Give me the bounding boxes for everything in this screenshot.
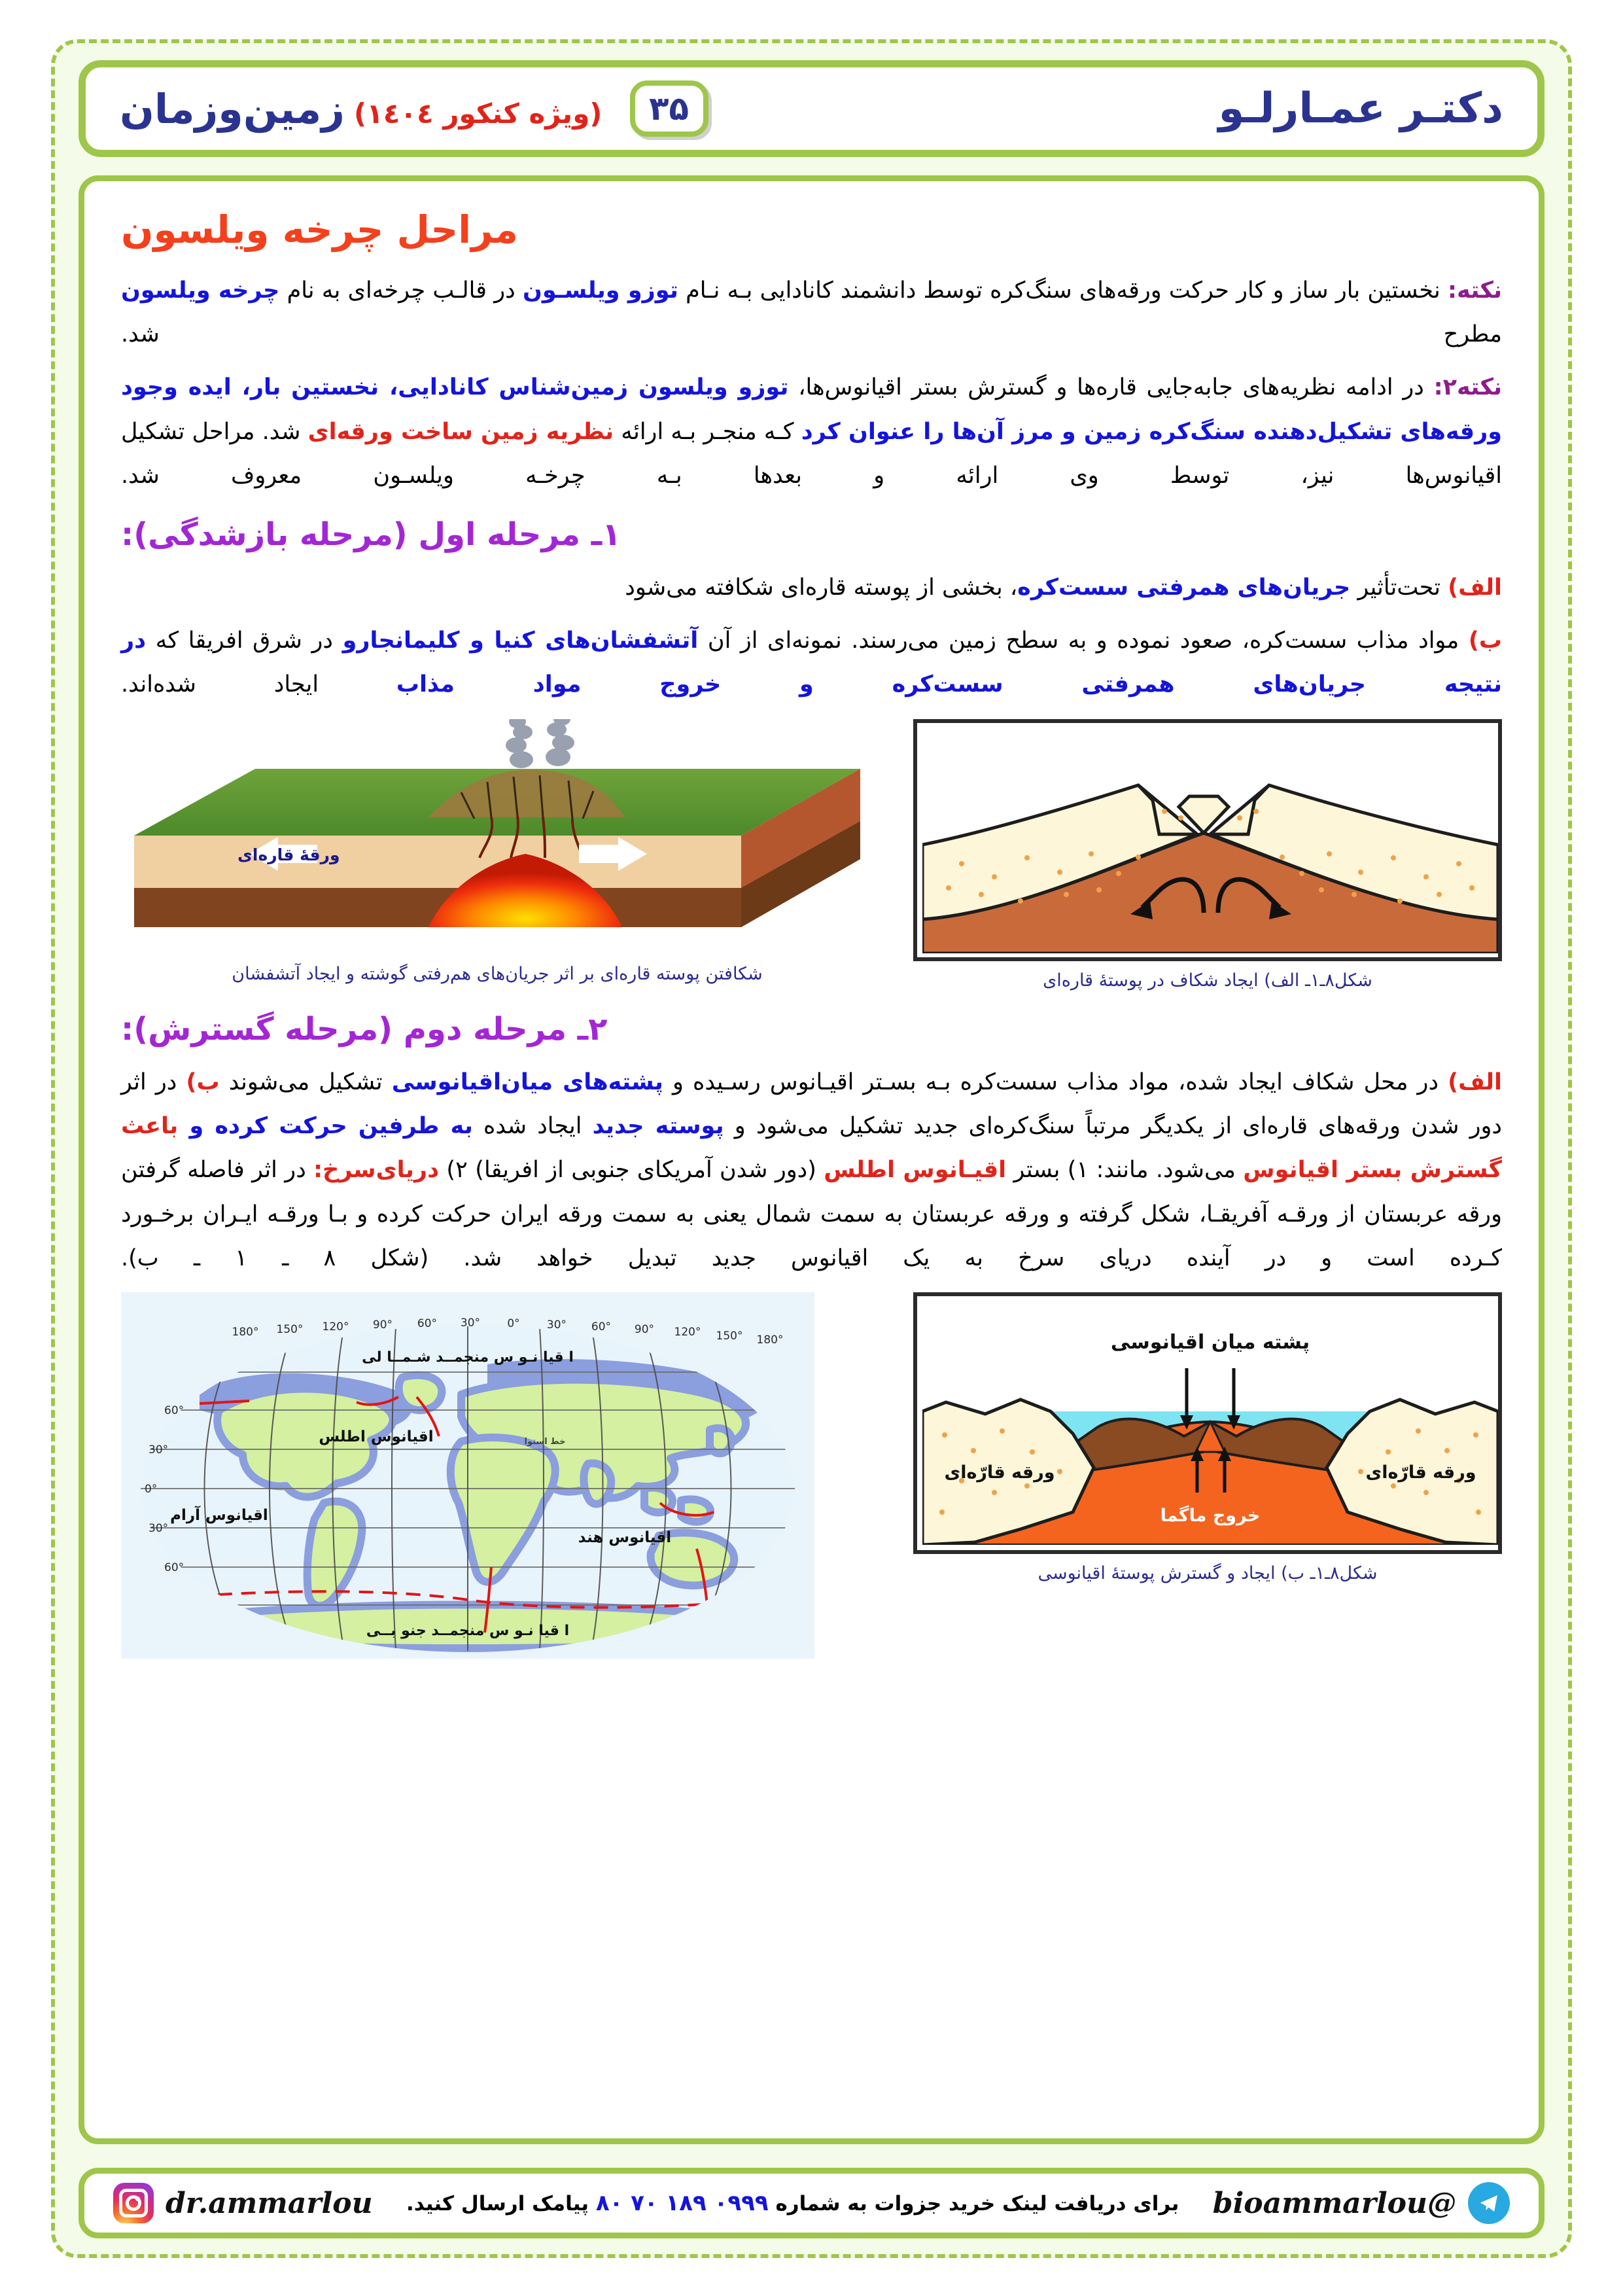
- world-map-svg: [121, 1292, 814, 1659]
- brand-name: دکتـر عمـارلـو: [1218, 84, 1503, 133]
- figure-ridge-label-ridge: پشته میان اقیانوسی: [1110, 1330, 1310, 1354]
- note-2-label: نکته۲:: [1433, 374, 1502, 401]
- footer-message: [406, 2190, 1179, 2216]
- telegram-icon: [1468, 2182, 1510, 2224]
- header-right-group: [120, 80, 708, 137]
- footer-message-before: برای دریافت لینک خرید جزوات به شماره: [775, 2192, 1179, 2216]
- instagram-icon: [113, 2183, 154, 2223]
- subject-title: زمین‌وزمان: [120, 84, 345, 133]
- figure-ridge-label-plate-left: ورقه قارّه‌ای: [944, 1462, 1055, 1483]
- note-2-highlight-a: توزو ویلسون زمین‌شناس کانادایی، نخستین بار، ایده وجود ورقه‌های تشکیل‌دهنده سنگ‌کره زمین و مرز آن‌ها را عنوان کرد: [121, 374, 1502, 445]
- s2-b-highlight-d: اقیـانوس اطلس: [824, 1157, 1007, 1184]
- section-2-paragraph: [121, 1061, 1502, 1280]
- rift-cross-section-image: [913, 719, 1502, 961]
- map-lon-tick: 60°: [591, 1320, 612, 1333]
- map-lat-tick: 0°: [145, 1482, 158, 1496]
- block-diagram-svg: [121, 719, 873, 955]
- note-2-paragraph: [121, 366, 1502, 498]
- map-lon-tick: 180°: [756, 1333, 784, 1347]
- map-lon-tick: 90°: [634, 1322, 655, 1336]
- rift-block-diagram-image: [121, 719, 873, 955]
- map-lon-tick: 30°: [546, 1318, 567, 1332]
- telegram-link[interactable]: [1213, 2182, 1510, 2224]
- section-1-item-a: [121, 566, 1502, 610]
- page-title: مراحل چرخه ویلسون: [121, 207, 519, 252]
- footer-phone: ۰۹۹۹ ۱۸۹ ۷۰ ۸۰: [595, 2190, 769, 2216]
- figure-row-2: [121, 1292, 1502, 1659]
- s1-a-text-b: ، بخشی از پوسته قاره‌ای شکافته می‌شود: [625, 574, 1018, 601]
- instagram-handle: dr.ammarlou: [166, 2186, 373, 2220]
- note-1-label: نکته:: [1447, 277, 1502, 304]
- s2-b-label: ب): [186, 1069, 220, 1095]
- s1-a-label: الف): [1448, 574, 1502, 601]
- figure-ridge-label-magma: خروج ماگما: [1160, 1505, 1261, 1526]
- map-label-indian: اقیانوس هند: [578, 1528, 672, 1546]
- s2-b-highlight-e: دریای‌سرخ:: [313, 1157, 440, 1184]
- telegram-handle: @bioammarlou: [1212, 2186, 1456, 2220]
- map-lat-tick: 30°: [148, 1443, 169, 1457]
- note-1-highlight-a: توزو ویلسـون: [522, 277, 678, 304]
- figure-ridge-caption: شکل۸ـ۱ـ ب) ایجاد و گسترش پوستهٔ اقیانوسی: [1038, 1563, 1378, 1583]
- page-number-badge: ۳۵: [630, 80, 708, 137]
- footer-message-after: پیامک ارسال کنید.: [406, 2192, 589, 2216]
- world-map-image: [121, 1292, 814, 1659]
- map-label-pacific: اقیانوس آرام: [170, 1506, 268, 1524]
- s2-b-text-e: در اثر فاصله گرفتن ورقه عربستان از ورقـه آفریقـا، شکل گرفته و ورقه عربستان به سمت شمال یعنی به سمت ورقه ایران حرکت کرده و بـا ورقـه ایـران برخـورد کـرده است و در آینده دریای سرخ به یک اقیانوس جدید تبدیل خواهد شد. (شکل ۸ ـ ۱ ـ ب).: [121, 1157, 1502, 1271]
- section-2-heading: ۲ـ مرحله دوم (مرحله گسترش):: [121, 1010, 608, 1048]
- map-label-antarctic: ا قیا نـو س منجمــد جنو بــی: [366, 1622, 570, 1639]
- s2-b-highlight-b: به طرفین حرکت کرده و: [189, 1113, 473, 1140]
- ridge-cross-section-image: [913, 1292, 1502, 1554]
- note-1-text-c: مطرح شد.: [121, 321, 1502, 348]
- page-footer: [79, 2168, 1544, 2238]
- map-lon-tick: 30°: [460, 1316, 481, 1330]
- map-label-atlantic: اقیانوس اطلس: [319, 1428, 434, 1445]
- note-2-highlight-b: نظریه زمین ساخت ورقه‌ای: [307, 418, 614, 445]
- map-lon-tick: 180°: [232, 1325, 259, 1339]
- s2-a-label: الف): [1448, 1069, 1502, 1095]
- s1-b-highlight-a: آتشفشان‌های کنیا و کلیمانجارو: [342, 627, 699, 654]
- note-1-text-b: در قالـب چرخه‌ای به نام: [279, 277, 523, 304]
- s2-b-text-c: می‌شود. مانند: ۱) بستر: [1006, 1157, 1244, 1184]
- s2-b-text-a: در اثر دور شدن ورقه‌های قاره‌ای از یکدیگر مرتباً سنگ‌کره‌ای جدید تشکیل می‌شود و: [121, 1069, 1502, 1140]
- figure-ridge-label-plate-right: ورقه قارّه‌ای: [1365, 1462, 1476, 1483]
- section-1-heading: ۱ـ مرحله اول (مرحله بازشدگی):: [121, 516, 621, 553]
- figure-rift-cross-section: [913, 719, 1502, 993]
- map-lat-tick: 60°: [164, 1561, 184, 1574]
- map-lon-tick: 150°: [716, 1329, 743, 1343]
- s1-b-text-b: در شرق افریقا که: [146, 627, 343, 654]
- s2-b-text-b: ایجاد شده: [472, 1113, 593, 1140]
- map-lon-tick: 0°: [507, 1316, 520, 1330]
- s1-a-text-a: تحت‌تأثیر: [1350, 574, 1448, 601]
- page-header: [79, 60, 1544, 157]
- figure-rift-caption: شکل۸ـ۱ـ الف) ایجاد شکاف در پوستهٔ قاره‌ای: [1043, 970, 1372, 991]
- s2-a-text-b: تشکیل می‌شوند: [219, 1069, 392, 1095]
- note-1-highlight-b: چرخه ویلسون: [121, 277, 280, 304]
- map-lon-tick: 90°: [372, 1318, 393, 1332]
- map-lon-tick: 120°: [322, 1320, 349, 1333]
- figure-block-plate-label: ورقهٔ قاره‌ای: [237, 845, 340, 864]
- map-label-equator: خط استوا: [524, 1436, 566, 1447]
- subject-subtitle: (ویژه کنکور ۱٤۰٤): [354, 97, 602, 130]
- note-2-text-c: شد. مراحل تشکیل اقیانوس‌ها نیز، توسط وی ارائه و بعدها بـه چرخـه ویلسـون معروف شد.: [121, 418, 1502, 489]
- s2-a-text-a: در محل شکاف ایجاد شده، مواد مذاب سست‌کره بـه بسـتر اقیـانوس رسـیده و: [663, 1069, 1448, 1095]
- map-lat-tick: 30°: [148, 1521, 169, 1535]
- figure-row-1: [121, 719, 1502, 993]
- s1-b-text-c: ایجاد شده‌اند.: [121, 671, 396, 698]
- content-card: [79, 175, 1544, 2144]
- ridge-svg: [922, 1296, 1498, 1545]
- map-label-arctic: ا قیا نـو س منجمــد شـمــا لی: [362, 1349, 574, 1366]
- s2-b-highlight-c: باعث گسترش بستر اقیانوس: [121, 1113, 1502, 1184]
- figure-block-caption: شکافتن پوسته قاره‌ای بر اثر جریان‌های هم‌رفتی گوشته و ایجاد آتشفشان: [232, 963, 763, 984]
- section-1-item-b: [121, 619, 1502, 707]
- map-lon-tick: 120°: [674, 1325, 701, 1339]
- figure-ridge-cross-section: [913, 1292, 1502, 1585]
- subject-title-group: [120, 85, 602, 133]
- s1-a-highlight: جریان‌های همرفتی سست‌کره: [1017, 574, 1351, 601]
- s1-b-label: ب): [1468, 627, 1502, 654]
- figure-rift-block-diagram: [121, 719, 873, 986]
- map-lon-tick: 150°: [276, 1322, 304, 1336]
- s2-b-highlight-a: پوسته جدید: [592, 1113, 724, 1140]
- s1-b-text-a: مواد مذاب سست‌کره، صعود نموده و به سطح زمین می‌رسند. نمونه‌ای از آن: [698, 627, 1469, 654]
- s2-b-text-d: (دور شدن آمریکای جنوبی از افریقا) ۲): [439, 1157, 824, 1184]
- note-1-text-a: نخستین بار ساز و کار حرکت ورقه‌های سنگ‌کره توسط دانشمند کانادایی بـه نـام: [678, 277, 1448, 304]
- note-2-text-a: در ادامه نظریه‌های جابه‌جایی قاره‌ها و گسترش بستر اقیانوس‌ها،: [788, 374, 1434, 401]
- note-2-text-b: کـه منجـر بـه ارائه: [614, 418, 801, 445]
- s2-a-highlight-a: پشته‌های میان‌اقیانوسی: [391, 1069, 663, 1095]
- figure-world-map: [121, 1292, 814, 1659]
- s1-b-highlight-b: در نتیجه جریان‌های همرفتی سست‌کره و خروج مواد مذاب: [121, 627, 1502, 698]
- instagram-link[interactable]: [113, 2183, 373, 2223]
- map-lat-tick: 60°: [164, 1404, 184, 1417]
- note-1-paragraph: [121, 269, 1502, 357]
- map-lon-tick: 60°: [417, 1316, 438, 1330]
- rift-svg: [922, 723, 1498, 953]
